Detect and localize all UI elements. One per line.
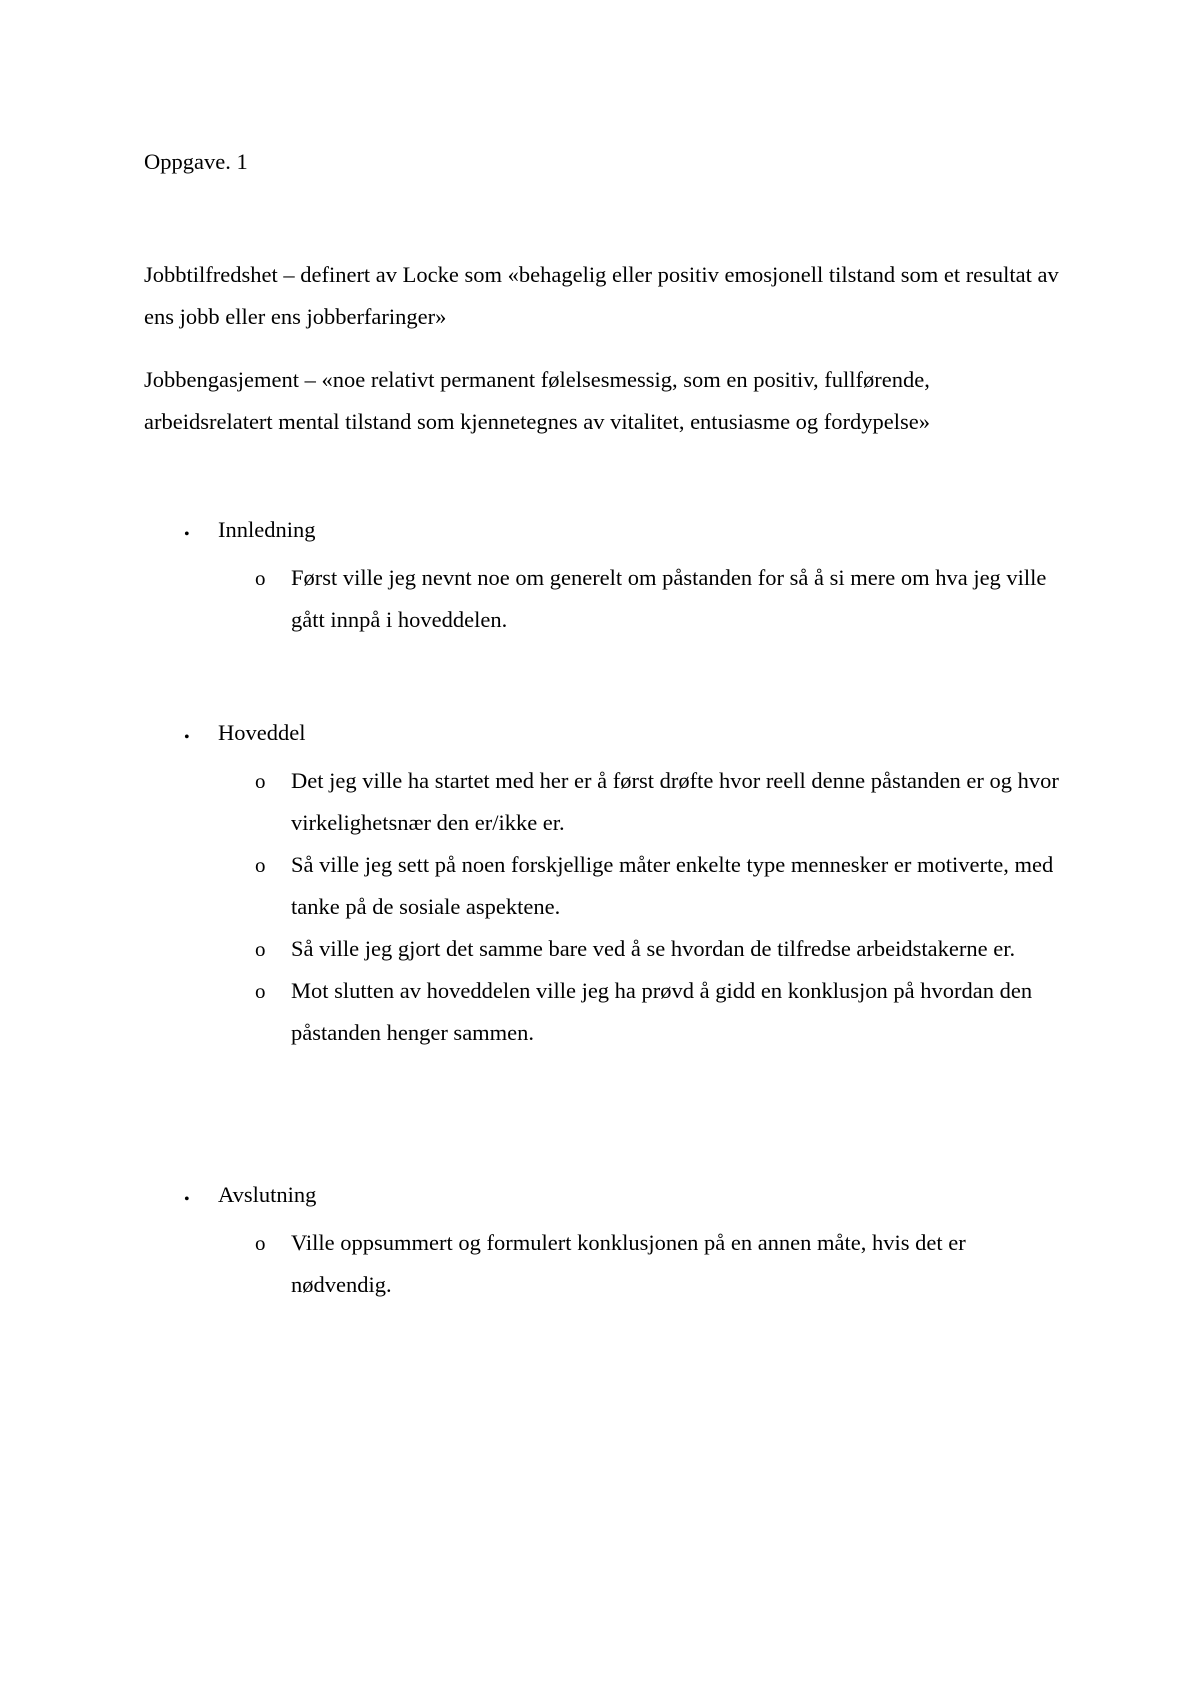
sub-list-item	[0, 970, 1200, 1054]
sub-list	[0, 557, 1200, 641]
sub-list-item	[0, 1222, 1200, 1306]
page-title: Oppgave. 1	[144, 149, 248, 174]
sub-list-item	[0, 844, 1200, 928]
circle-bullet-icon: o	[255, 1231, 266, 1255]
sub-item-text: Ville oppsummert og formulert konklusjonen på en annen måte, hvis det er nødvendig.	[291, 1230, 966, 1297]
section-hoveddel	[0, 718, 1200, 1054]
bullet-icon: •	[184, 729, 190, 746]
bullet-item	[0, 515, 1200, 557]
sub-item-text: Mot slutten av hoveddelen ville jeg ha prøvd å gidd en konklusjon på hvordan den påstanden henger sammen.	[291, 978, 1033, 1045]
bullet-icon: •	[184, 526, 190, 543]
circle-bullet-icon: o	[255, 937, 266, 961]
sub-list-item	[0, 928, 1200, 970]
definition-job-satisfaction: Jobbtilfredshet – definert av Locke som «behagelig eller positiv emosjonell tilstand som et resultat av ens jobb eller ens jobberfaringer»	[144, 262, 1059, 329]
circle-bullet-icon: o	[255, 979, 266, 1003]
definition-job-engagement: Jobbengasjement – «noe relativt permanent følelsesmessig, som en positiv, fullførende, arbeidsrelatert mental tilstand som kjennetegnes av vitalitet, entusiasme og fordypelse»	[144, 367, 931, 434]
bullet-icon: •	[184, 1191, 190, 1208]
section-title: Hoveddel	[218, 720, 306, 745]
circle-bullet-icon: o	[255, 566, 266, 590]
sub-item-text: Det jeg ville ha startet med her er å først drøfte hvor reell denne påstanden er og hvor virkelighetsnær den er/ikke er.	[291, 768, 1059, 835]
sub-item-text: Først ville jeg nevnt noe om generelt om påstanden for så å si mere om hva jeg ville gått innpå i hoveddelen.	[291, 565, 1047, 632]
bullet-item	[0, 718, 1200, 760]
section-title: Avslutning	[218, 1182, 317, 1207]
section-title: Innledning	[218, 517, 316, 542]
section-innledning	[0, 515, 1200, 641]
circle-bullet-icon: o	[255, 769, 266, 793]
bullet-item	[0, 1180, 1200, 1222]
circle-bullet-icon: o	[255, 853, 266, 877]
section-avslutning	[0, 1180, 1200, 1306]
sub-list	[0, 760, 1200, 1054]
sub-item-text: Så ville jeg gjort det samme bare ved å se hvordan de tilfredse arbeidstakerne er.	[291, 936, 1016, 961]
sub-list-item	[0, 557, 1200, 641]
sub-list-item	[0, 760, 1200, 844]
sub-item-text: Så ville jeg sett på noen forskjellige måter enkelte type mennesker er motiverte, med tanke på de sosiale aspektene.	[291, 852, 1054, 919]
sub-list	[0, 1222, 1200, 1306]
